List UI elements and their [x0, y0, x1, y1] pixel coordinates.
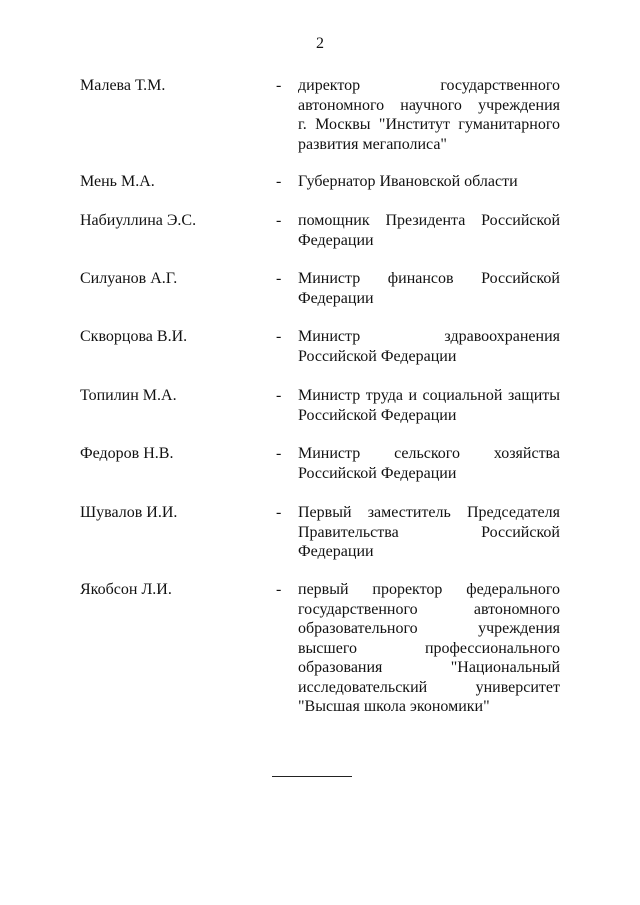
member-entry: [0, 444, 640, 483]
position-line: образования "Национальный: [298, 659, 560, 676]
member-entry: [0, 76, 640, 154]
member-name: Скворцова В.И.: [80, 328, 188, 345]
separator-dash: -: [276, 504, 282, 521]
position-line: образовательного учреждения: [298, 620, 560, 637]
separator-dash: -: [276, 77, 282, 94]
member-name: Силуанов А.Г.: [80, 270, 178, 287]
member-position: [298, 172, 560, 192]
position-line: Первый заместитель Председателя: [298, 504, 560, 521]
position-line: г. Москвы "Институт гуманитарного: [298, 116, 560, 133]
position-line: Российской Федерации: [298, 464, 457, 482]
separator-dash: -: [276, 445, 282, 462]
position-line: Правительства Российской: [298, 523, 560, 541]
position-line: директор государственного: [298, 77, 560, 94]
position-line: развития мегаполиса": [298, 135, 447, 153]
member-name: Федоров Н.В.: [80, 445, 174, 462]
position-line: Федерации: [298, 231, 374, 249]
member-entry: [0, 269, 640, 308]
position-line: высшего профессионального: [298, 639, 560, 657]
member-entry: [0, 503, 640, 562]
position-line: Министр труда и социальной защиты: [298, 387, 560, 404]
position-line: Губернатор Ивановской области: [298, 173, 518, 190]
position-line: автономного научного учреждения: [298, 96, 560, 114]
position-line: исследовательский университет: [298, 678, 560, 696]
position-line: Российской Федерации: [298, 347, 457, 365]
member-name: Шувалов И.И.: [80, 504, 178, 521]
position-line: Федерации: [298, 289, 374, 307]
position-line: Министр сельского хозяйства: [298, 445, 560, 462]
member-position: [298, 580, 560, 717]
member-name: Якобсон Л.И.: [80, 581, 172, 598]
position-line: Федерации: [298, 543, 374, 560]
member-position: [298, 444, 560, 483]
position-line: "Высшая школа экономики": [298, 698, 490, 715]
member-name: Малева Т.М.: [80, 77, 166, 94]
member-position: [298, 386, 560, 425]
position-line: Министр финансов Российской: [298, 270, 560, 287]
member-position: [298, 327, 560, 366]
separator-dash: -: [276, 387, 282, 404]
member-entry: [0, 211, 640, 250]
member-position: [298, 76, 560, 154]
position-line: Российской Федерации: [298, 406, 457, 424]
member-name: Топилин М.А.: [80, 387, 177, 404]
member-position: [298, 503, 560, 562]
separator-dash: -: [276, 328, 282, 345]
position-line: Министр здравоохранения: [298, 328, 560, 345]
page-number: 2: [316, 35, 324, 52]
position-line: первый проректор федерального: [298, 581, 560, 598]
member-entry: [0, 172, 640, 192]
end-of-list-rule: [272, 776, 352, 777]
separator-dash: -: [276, 173, 282, 190]
position-line: государственного автономного: [298, 600, 560, 618]
member-entry: [0, 327, 640, 366]
member-name: Мень М.А.: [80, 173, 155, 190]
member-name: Набиуллина Э.С.: [80, 212, 197, 229]
separator-dash: -: [276, 581, 282, 598]
separator-dash: -: [276, 212, 282, 229]
member-position: [298, 269, 560, 308]
position-line: помощник Президента Российской: [298, 212, 560, 229]
separator-dash: -: [276, 270, 282, 287]
member-position: [298, 211, 560, 250]
member-entry: [0, 580, 640, 717]
member-entry: [0, 386, 640, 425]
